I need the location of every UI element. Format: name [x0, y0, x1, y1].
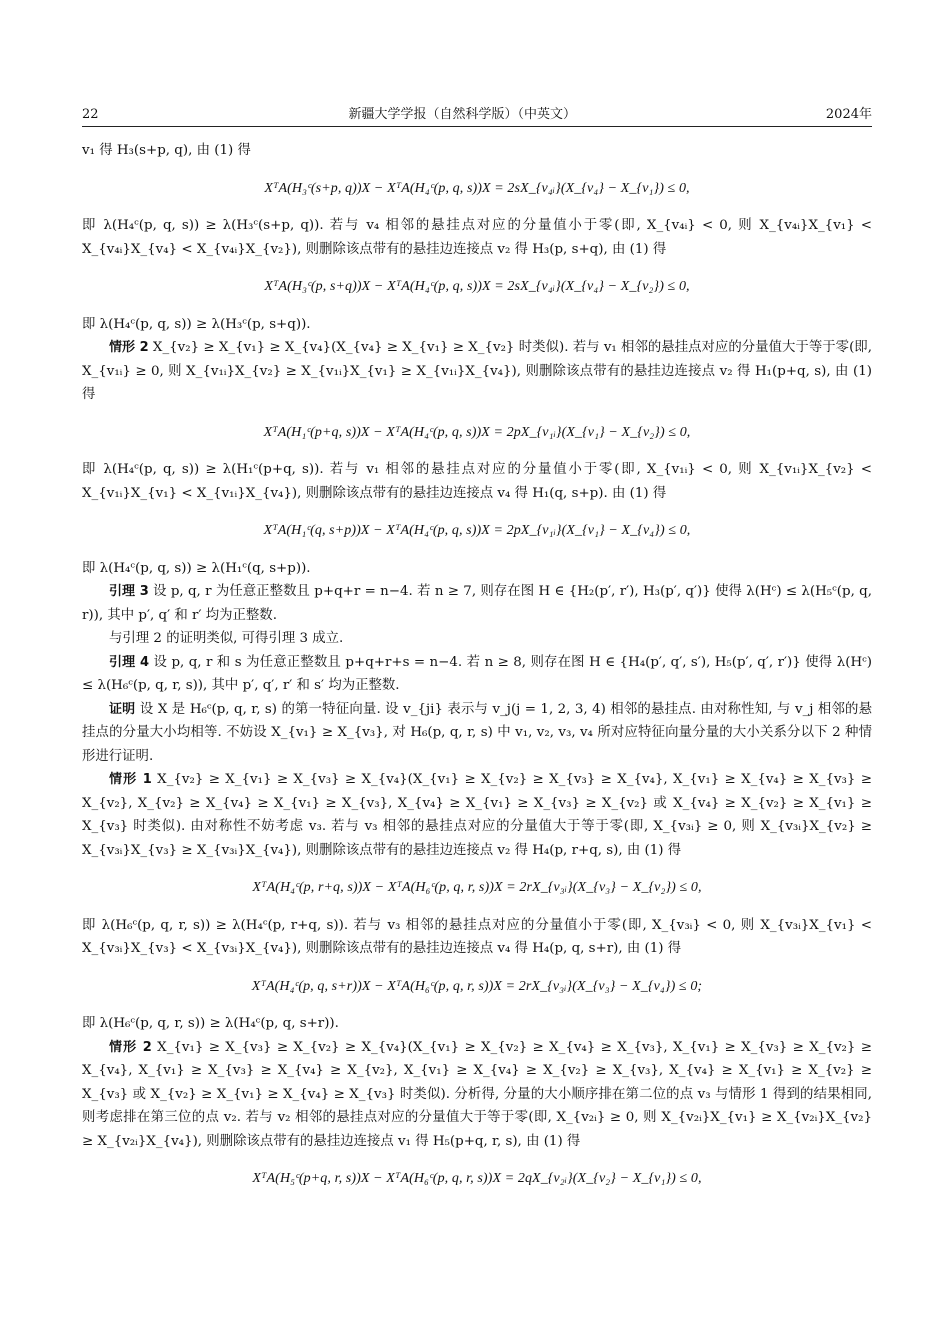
case-label: 证明 — [109, 701, 136, 717]
paragraph — [82, 336, 872, 407]
equation: XᵀA(H₁ᶜ(p+q, s))X − XᵀA(H₄ᶜ(p, q, s))X = 2pX_{v₁ᵢ}(X_{v₁} − X_{v₂}) ≤ 0, — [263, 424, 691, 440]
paragraph-text: X_{v₂} ≥ X_{v₁} ≥ X_{v₃} ≥ X_{v₄}(X_{v₁} ≥ X_{v₂} ≥ X_{v₃} ≥ X_{v₄}, X_{v₁} ≥ X_{v₄} ≥ X_{v₃} ≥ X_{v₂}, X_{v₂} ≥ X_{v₄} ≥ X_{v₁} ≥ X_{v₃}, X_{v₄} ≥ X_{v₁} ≥ X_{v₃} ≥ X_{v₂} 或 X_{v₄} ≥ X_{v₂} ≥ X_{v₁} ≥ X_{v₃} 时类似). 由对称性不妨考虑 v₃. 若与 v₃ 相邻的悬挂点对应的分量值大于等于零(即, X_{v₃ᵢ} ≥ 0, 则 X_{v₃ᵢ}X_{v₂} ≥ X_{v₃ᵢ}X_{v₃} ≥ X_{v₃ᵢ}X_{v₄}), 则删除该点带有的悬挂边连接点 v₂ 得 H₄(p, r+q, s), 由 (1) 得 — [82, 772, 872, 858]
paragraph-text: X_{v₁} ≥ X_{v₃} ≥ X_{v₂} ≥ X_{v₄}(X_{v₁} ≥ X_{v₂} ≥ X_{v₄} ≥ X_{v₃}, X_{v₁} ≥ X_{v₃} ≥ X_{v₂} ≥ X_{v₄}, X_{v₁} ≥ X_{v₃} ≥ X_{v₄} ≥ X_{v₂}, X_{v₁} ≥ X_{v₄} ≥ X_{v₂} ≥ X_{v₃}, X_{v₄} ≥ X_{v₁} ≥ X_{v₂} ≥ X_{v₃} 或 X_{v₂} ≥ X_{v₁} ≥ X_{v₄} ≥ X_{v₃} 时类似). 分析得, 分量的大小顺序排在第二位的点 v₃ 与情形 1 得到的结果相同, 则考虑排在第三位的点 v₂. 若与 v₂ 相邻的悬挂点对应的分量值大于等于零(即, X_{v₂ᵢ} ≥ 0, 则 X_{v₂ᵢ}X_{v₁} ≥ X_{v₂ᵢ}X_{v₂} ≥ X_{v₂ᵢ}X_{v₄}), 则删除该点带有的悬挂边连接点 v₁ 得 H₅(p+q, r, s), 由 (1) 得 — [82, 1039, 872, 1149]
case-label: 情形 2 — [109, 1039, 152, 1055]
paragraph-text: 即 λ(H₆ᶜ(p, q, r, s)) ≥ λ(H₄ᶜ(p, r+q, s)). 若与 v₃ 相邻的悬挂点对应的分量值小于零(即, X_{v₃ᵢ} < 0, 则 X_{v₃ᵢ}X_{v₁} < X_{v₃ᵢ}X_{v₃} < X_{v₃ᵢ}X_{v₄}), 则删除该点带有的悬挂边连接点 v₄ 得 H₄(p, q, s+r), 由 (1) 得 — [82, 917, 872, 956]
paragraph — [82, 580, 872, 627]
paragraph-text: 即 λ(H₄ᶜ(p, q, s)) ≥ λ(H₃ᶜ(s+p, q)). 若与 v₄ 相邻的悬挂点对应的分量值小于零(即, X_{v₄ᵢ} < 0, 则 X_{v₄ᵢ}X_{v₁} < X_{v₄ᵢ}X_{v₄} < X_{v₄ᵢ}X_{v₂}), 则删除该点带有的悬挂边连接点 v₂ 得 H₃(p, s+q), 由 (1) 得 — [82, 218, 872, 257]
equation: XᵀA(H₃ᶜ(s+p, q))X − XᵀA(H₄ᶜ(p, q, s))X = 2sX_{v₄ᵢ}(X_{v₄} − X_{v₁}) ≤ 0, — [264, 180, 690, 196]
paragraph-text: v₁ 得 H₃(s+p, q), 由 (1) 得 — [82, 143, 251, 158]
case-label: 情形 2 — [109, 340, 149, 355]
article-body — [82, 139, 872, 1191]
page-number: 22 — [82, 107, 99, 122]
paragraph — [82, 458, 872, 505]
paragraph — [82, 214, 872, 261]
paragraph — [82, 1012, 872, 1036]
paragraph-text: 即 λ(H₄ᶜ(p, q, s)) ≥ λ(H₃ᶜ(p, s+q)). — [82, 316, 311, 332]
paragraph — [82, 139, 872, 163]
paragraph — [82, 313, 872, 337]
journal-title: 新疆大学学报（自然科学版）（中英文） — [348, 107, 576, 122]
paragraph-text: 设 X 是 H₆ᶜ(p, q, r, s) 的第一特征向量. 设 v_{ji} 表示与 v_j(j = 1, 2, 3, 4) 相邻的悬挂点. 由对称性知, 与 v_j 相邻的悬挂点的分量大小均相等. 不妨设 X_{v₁} ≥ X_{v₃}, 对 H₆(p, q, r, s) 中 v₁, v₂, v₃, v₄ 所对应特征向量分量的大小关系分以下 2 种情形进行证明. — [82, 701, 872, 764]
equation: XᵀA(H₄ᶜ(p, q, s+r))X − XᵀA(H₆ᶜ(p, q, r, s))X = 2rX_{v₃ᵢ}(X_{v₃} − X_{v₄}) ≤ 0; — [251, 978, 703, 994]
equation: XᵀA(H₁ᶜ(q, s+p))X − XᵀA(H₄ᶜ(p, q, s))X = 2pX_{v₁ᵢ}(X_{v₁} − X_{v₄}) ≤ 0, — [263, 523, 691, 538]
paragraph-text: 即 λ(H₆ᶜ(p, q, r, s)) ≥ λ(H₄ᶜ(p, q, s+r)). — [82, 1016, 339, 1031]
paragraph-text: X_{v₂} ≥ X_{v₁} ≥ X_{v₄}(X_{v₄} ≥ X_{v₁} ≥ X_{v₂} 时类似). 若与 v₁ 相邻的悬挂点对应的分量值大于等于零(即, X_{v₁ᵢ} ≥ 0, 则 X_{v₁ᵢ}X_{v₂} ≥ X_{v₁ᵢ}X_{v₁} ≥ X_{v₁ᵢ}X_{v₄}), 则删除该点带有的悬挂边连接点 v₂ 得 H₁(p+q, s), 由 (1) 得 — [82, 340, 872, 402]
page — [82, 103, 872, 1205]
paragraph — [82, 557, 872, 581]
case-label: 情形 1 — [109, 772, 152, 787]
paragraph-text: 设 p, q, r 和 s 为任意正整数且 p+q+r+s = n−4. 若 n ≥ 8, 则存在图 H ∈ {H₄(p′, q′, s′), H₅(p′, q′, r′)} 使得 λ(Hᶜ) ≤ λ(H₆ᶜ(p, q, r, s)), 其中 p′, q′, r′ 和 s′ 均为正整数. — [82, 654, 872, 693]
paragraph-text: 与引理 2 的证明类似, 可得引理 3 成立. — [109, 631, 344, 646]
year: 2024年 — [825, 107, 872, 122]
paragraph — [82, 651, 872, 698]
paragraph — [82, 768, 872, 862]
equation: XᵀA(H₄ᶜ(p, r+q, s))X − XᵀA(H₆ᶜ(p, q, r, s))X = 2rX_{v₃ᵢ}(X_{v₃} − X_{v₂}) ≤ 0, — [252, 880, 702, 895]
case-label: 引理 4 — [109, 654, 150, 670]
running-header — [82, 103, 872, 127]
paragraph-text: 设 p, q, r 为任意正整数且 p+q+r = n−4. 若 n ≥ 7, 则存在图 H ∈ {H₂(p′, r′), H₃(p′, q′)} 使得 λ(Hᶜ) ≤ λ(H₅ᶜ(p, q, r)), 其中 p′, q′ 和 r′ 均为正整数. — [82, 584, 872, 623]
paragraph — [82, 627, 872, 651]
paragraph-text: 即 λ(H₄ᶜ(p, q, s)) ≥ λ(H₁ᶜ(q, s+p)). — [82, 560, 311, 576]
case-label: 引理 3 — [109, 584, 149, 599]
equation: XᵀA(H₃ᶜ(p, s+q))X − XᵀA(H₄ᶜ(p, q, s))X = 2sX_{v₄ᵢ}(X_{v₄} − X_{v₂}) ≤ 0, — [264, 279, 690, 294]
paragraph — [82, 1036, 872, 1154]
paragraph-text: 即 λ(H₄ᶜ(p, q, s)) ≥ λ(H₁ᶜ(p+q, s)). 若与 v₁ 相邻的悬挂点对应的分量值小于零(即, X_{v₁ᵢ} < 0, 则 X_{v₁ᵢ}X_{v₂} < X_{v₁ᵢ}X_{v₁} < X_{v₁ᵢ}X_{v₄}), 则删除该点带有的悬挂边连接点 v₄ 得 H₁(q, s+p). 由 (1) 得 — [82, 462, 872, 501]
equation: XᵀA(H₅ᶜ(p+q, r, s))X − XᵀA(H₆ᶜ(p, q, r, s))X = 2qX_{v₂ᵢ}(X_{v₂} − X_{v₁}) ≤ 0, — [252, 1171, 702, 1186]
paragraph — [82, 914, 872, 961]
paragraph — [82, 698, 872, 769]
